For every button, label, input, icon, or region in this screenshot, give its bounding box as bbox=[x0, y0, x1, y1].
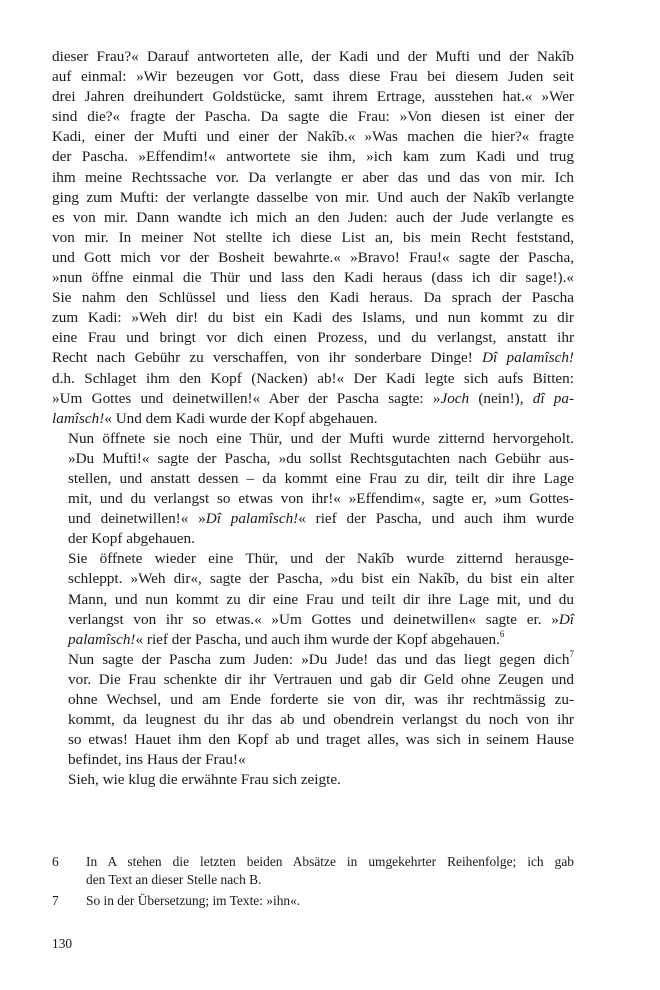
text-run: « rief der Pascha, und auch ihm wurde bbox=[298, 510, 574, 528]
text-line bbox=[52, 730, 574, 750]
footnote bbox=[52, 853, 574, 889]
text-line bbox=[52, 248, 574, 268]
text-run: Joch bbox=[440, 389, 470, 407]
text-line bbox=[52, 770, 574, 790]
text-line bbox=[52, 529, 574, 549]
text-run: Sieh, wie klug die erwähnte Frau sich zeigte. bbox=[68, 771, 341, 789]
text-line bbox=[52, 750, 574, 770]
text-line bbox=[52, 389, 574, 409]
text-line bbox=[52, 549, 574, 569]
paragraph bbox=[52, 650, 574, 771]
text-run: Dî palamîsch! bbox=[482, 349, 574, 367]
text-line bbox=[52, 87, 574, 107]
text-line bbox=[52, 328, 574, 348]
footnote bbox=[52, 892, 574, 910]
footnote-text bbox=[86, 892, 574, 910]
footnote-reference: 6 bbox=[499, 628, 505, 639]
text-run: verlangst von ihr so etwas.« »Um Gottes und deinetwillen« sagte er. » bbox=[68, 610, 559, 628]
text-line bbox=[52, 208, 574, 228]
text-run: drei Jahren dreihundert Goldstücke, samt ihrem Ertrage, ausstehen hat.« »Wer bbox=[52, 88, 574, 106]
text-run: ihm meine Rechtssache vor. Da verlangte er aber das und das von mir. Ich bbox=[52, 168, 574, 186]
footnotes bbox=[52, 853, 574, 913]
text-run: Dî bbox=[558, 610, 574, 628]
paragraph bbox=[52, 47, 574, 429]
text-run: stellen, und anstatt dessen – da kommt eine Frau zu dir, teilt dir ihre Lage bbox=[68, 469, 574, 487]
text-line bbox=[52, 489, 574, 509]
text-line bbox=[52, 590, 574, 610]
text-run: »Um Gottes und deinetwillen!« Aber der Pascha sagte: » bbox=[52, 389, 441, 407]
text-line bbox=[52, 670, 574, 690]
text-line bbox=[52, 650, 574, 670]
footnote-line: In A stehen die letzten beiden Absätze in umgekehrter Reihenfolge; ich gab bbox=[86, 854, 574, 869]
text-run: Kadi, einer der Mufti und einer der Nakîb.« »Was machen die hier?« fragte bbox=[52, 128, 574, 146]
text-run: sind die?« fragte der Pascha. Da sagte die Frau: »Von diesen ist einer der bbox=[52, 108, 574, 126]
text-run: schleppt. »Weh dir«, sagte der Pascha, »du bist ein Nakîb, du bist ein alter bbox=[68, 570, 574, 588]
text-run: lamîsch! bbox=[52, 409, 105, 427]
text-line bbox=[52, 308, 574, 328]
footnote-line: den Text an dieser Stelle nach B. bbox=[86, 872, 262, 887]
text-run: der Pascha. »Effendim!« antwortete sie ihm, »ich kam zum Kadi und trug bbox=[52, 148, 574, 166]
text-run: Sie öffnete wieder eine Thür, und der Nakîb wurde zitternd herausge- bbox=[68, 550, 574, 568]
text-run: und Gott mich vor der Bosheit bewahrte.« »Bravo! Frau!« sagte der Pascha, bbox=[52, 248, 574, 266]
text-line bbox=[52, 449, 574, 469]
text-run: Nun sagte der Pascha zum Juden: »Du Jude! das und das liegt gegen dich bbox=[68, 650, 570, 668]
paragraph bbox=[52, 429, 574, 550]
text-line bbox=[52, 127, 574, 147]
paragraph bbox=[52, 549, 574, 649]
text-line bbox=[52, 369, 574, 389]
text-run: Dî palamîsch! bbox=[205, 510, 299, 528]
text-run: dî pa- bbox=[532, 389, 575, 407]
text-line bbox=[52, 710, 574, 730]
text-line bbox=[52, 47, 574, 67]
text-line bbox=[52, 409, 574, 429]
text-line bbox=[52, 228, 574, 248]
text-line bbox=[52, 469, 574, 489]
text-run: »Du Mufti!« sagte der Pascha, »du sollst Rechtsgutachten nach Gebühr aus- bbox=[68, 449, 574, 467]
text-run: es von mir. Dann wandte ich mich an den Juden: auch der Jude verlangte es bbox=[52, 208, 574, 226]
text-run: mit, und du verlangst so etwas von ihr!« »Effendim«, sagte er, »um Gottes- bbox=[68, 490, 574, 508]
text-run: vor. Die Frau schenkte dir ihr Vertrauen und gab dir Geld ohne Zeugen und bbox=[68, 670, 574, 688]
text-run: palamîsch! bbox=[68, 630, 136, 648]
text-line bbox=[52, 569, 574, 589]
text-line bbox=[52, 67, 574, 87]
paragraph bbox=[52, 770, 574, 790]
text-run: befindet, ins Haus der Frau!« bbox=[68, 751, 246, 769]
text-run: Recht nach Gebühr zu verschaffen, von ihr sonderbare Dinge! bbox=[52, 349, 483, 367]
text-run: von mir. In meiner Not stellte ich diese List an, bis mein Recht feststand, bbox=[52, 228, 574, 246]
text-line bbox=[52, 509, 574, 529]
text-run: eine Frau und bringt vor dich einen Prozess, und du verlangst, anstatt ihr bbox=[52, 329, 574, 347]
text-run: auf einmal: »Wir bezeugen vor Gott, dass diese Frau bei diesem Juden seit bbox=[52, 68, 574, 86]
main-text bbox=[52, 47, 574, 790]
text-run: und deinetwillen!« » bbox=[68, 510, 206, 528]
text-run: dieser Frau?« Darauf antworteten alle, der Kadi und der Mufti und der Nakîb bbox=[52, 48, 574, 65]
text-run: »nun öffne einmal die Thür und lass den Kadi heraus (dass ich dir sage!).« bbox=[52, 269, 574, 287]
footnote-line: So in der Übersetzung; im Texte: »ihn«. bbox=[86, 893, 301, 908]
text-run: kommt, da leugnest du ihr das ab und obendrein verlangst du noch von ihr bbox=[68, 711, 574, 729]
footnote-text bbox=[86, 853, 574, 889]
text-line bbox=[52, 630, 574, 650]
text-run: Sie nahm den Schlüssel und liess den Kadi heraus. Da sprach der Pascha bbox=[52, 289, 574, 307]
text-run: der Kopf abgehauen. bbox=[68, 530, 195, 548]
text-run: (nein!), bbox=[469, 389, 533, 407]
text-line bbox=[52, 610, 574, 630]
text-line bbox=[52, 690, 574, 710]
text-run: ohne Wechsel, und am Ende forderte sie von dir, was ihr rechtmässig zu- bbox=[68, 691, 574, 708]
text-run: « Und dem Kadi wurde der Kopf abgehauen. bbox=[104, 409, 378, 427]
text-line bbox=[52, 147, 574, 167]
text-line bbox=[52, 188, 574, 208]
text-run: « rief der Pascha, und auch ihm wurde der Kopf abgehauen. bbox=[135, 630, 500, 648]
text-run: Mann, und nun kommt zu dir eine Frau und teilt dir ihre Lage mit, und du bbox=[68, 590, 574, 608]
text-line bbox=[52, 288, 574, 308]
footnote-number: 6 bbox=[52, 854, 59, 869]
text-run: zum Kadi: »Weh dir! du bist ein Kadi des Islams, und nun kommt zu dir bbox=[52, 309, 574, 327]
text-line bbox=[52, 348, 574, 368]
text-run: Nun öffnete sie noch eine Thür, und der Mufti wurde zitternd hervorgeholt. bbox=[68, 429, 574, 447]
text-run: d.h. Schlaget ihm den Kopf (Nacken) ab!« Der Kadi legte sich aufs Bitten: bbox=[52, 369, 574, 387]
footnote-number: 7 bbox=[52, 893, 59, 908]
footnote-reference: 7 bbox=[569, 648, 574, 659]
text-line bbox=[52, 268, 574, 288]
text-line bbox=[52, 168, 574, 188]
page-number: 130 bbox=[52, 936, 73, 951]
text-run: ging zum Mufti: der verlangte dasselbe von mir. Und auch der Nakîb verlangte bbox=[52, 188, 574, 206]
text-line bbox=[52, 107, 574, 127]
text-run: so etwas! Hauet ihm den Kopf ab und traget alles, was sich in seinem Hause bbox=[68, 731, 574, 749]
text-line bbox=[52, 429, 574, 449]
